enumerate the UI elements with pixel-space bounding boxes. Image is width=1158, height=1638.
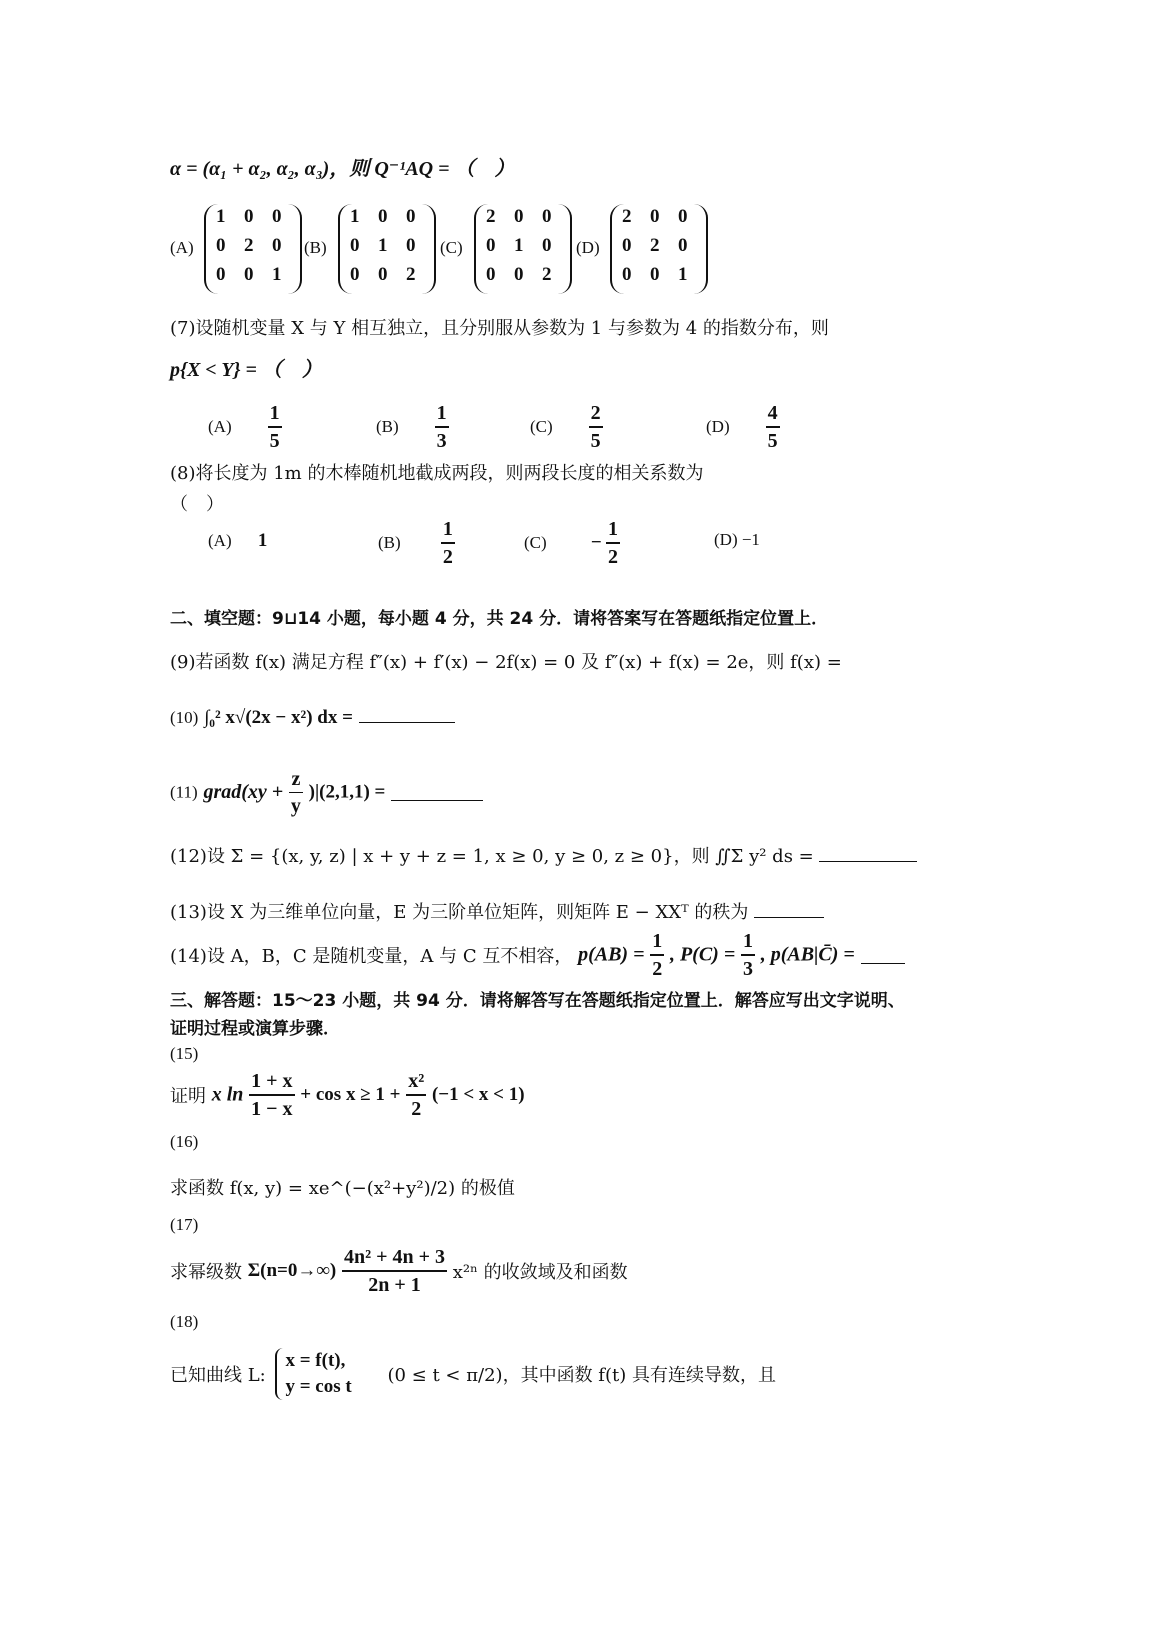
q15-expr-c: (−1 < x < 1): [431, 1084, 525, 1105]
matrix-cell: 2: [244, 235, 254, 256]
q7-option-label: (D): [706, 417, 730, 436]
matrix: [474, 204, 572, 294]
q6-tail: [170, 152, 515, 181]
matrix-cell: 0: [622, 235, 632, 256]
matrix-cell: 0: [216, 235, 226, 256]
q18-system: [275, 1348, 351, 1400]
q13: [170, 898, 824, 924]
q7-text-2: p{X < Y} = （ ）: [170, 359, 322, 381]
q8-option-b-frac: [441, 516, 455, 570]
q16: [170, 1174, 515, 1200]
section-3-text-2: 证明过程或演算步骤．: [170, 1019, 340, 1039]
q6-option-label: (D): [576, 238, 600, 257]
q14-text-d: , p(AB|C̄) =: [760, 943, 855, 966]
q14: [170, 928, 905, 982]
q17: [170, 1244, 628, 1298]
q7-option-label: (B): [376, 417, 399, 436]
q17-number: [170, 1215, 198, 1235]
q15-f-num: 1 + x: [249, 1068, 294, 1096]
q17-sum: Σ(n=0→∞): [247, 1260, 337, 1281]
q11-frac: [289, 766, 303, 819]
q18-sys-2: y = cos t: [285, 1376, 352, 1397]
q17-num: (17): [170, 1215, 199, 1234]
q7-option-frac: [766, 400, 780, 454]
q14-f2-num: 1: [741, 928, 755, 956]
q13-text: (13)设 X 为三维单位向量，E 为三阶单位矩阵，则矩阵 E − XXᵀ 的秩为: [170, 902, 749, 923]
q16-number: [170, 1132, 198, 1152]
q15-text-a: 证明: [170, 1086, 206, 1107]
q7-option-b: [376, 400, 449, 454]
q8-b-num: 1: [441, 516, 455, 544]
q8-option-c-label: (C): [524, 533, 547, 552]
q7-option-den: 3: [436, 430, 447, 452]
q8-option-c: [524, 516, 620, 570]
q10-label: (10): [170, 708, 199, 727]
q11-den: y: [290, 795, 301, 817]
q14-text-c: , P(C) =: [669, 943, 736, 966]
q7-option-a: [208, 400, 282, 454]
q9-text: (9)若函数 f(x) 满足方程 f″(x) + f′(x) − 2f(x) = 0 及 f″(x) + f(x) = 2e，则 f(x) =: [170, 652, 842, 673]
q12-text: (12)设 Σ = {(x, y, z) | x + y + z = 1, x ≥ 0, y ≥ 0, z ≥ 0}，则 ∬Σ y² ds =: [170, 846, 814, 867]
q10-expr: ∫₀² x√(2x − x²) dx =: [204, 707, 353, 728]
q18-text-a: 已知曲线 L:: [170, 1365, 266, 1386]
q15-g-num: x²: [406, 1068, 426, 1096]
q7-option-num: 2: [589, 400, 603, 428]
q7-stem: [170, 314, 829, 340]
q15-g-den: 2: [411, 1098, 422, 1120]
q11-answer-blank[interactable]: [391, 784, 483, 801]
matrix-cell: 0: [406, 235, 416, 256]
q15-frac-2: [406, 1068, 426, 1122]
q8-stem: [170, 459, 703, 485]
q7-option-c: [530, 400, 603, 454]
q7-option-num: 4: [766, 400, 780, 428]
matrix-cell: 1: [678, 264, 688, 285]
matrix-cell: 0: [650, 206, 660, 227]
q7-stem-2: [170, 353, 322, 382]
q17-text-b: x²ⁿ 的收敛域及和函数: [452, 1262, 628, 1283]
matrix-cell: 2: [542, 264, 552, 285]
matrix-cell: 0: [350, 264, 360, 285]
q6-option-label: (B): [304, 238, 327, 257]
matrix-cell: 0: [486, 235, 496, 256]
q17-f-den: 2n + 1: [368, 1274, 421, 1296]
q15-expr-b: + cos x ≥ 1 +: [300, 1084, 401, 1105]
q14-frac-2: [741, 928, 755, 982]
q17-text-a: 求幂级数: [170, 1262, 242, 1283]
q16-num: (16): [170, 1132, 199, 1151]
matrix-cell: 0: [514, 206, 524, 227]
q8-text: (8)将长度为 1m 的木棒随机地截成两段，则两段长度的相关系数为: [170, 463, 704, 484]
matrix-cell: 1: [514, 235, 524, 256]
q7-option-frac: [268, 400, 282, 454]
q17-frac: [342, 1244, 447, 1298]
q8-b-den: 2: [442, 546, 453, 568]
q15-number: [170, 1044, 198, 1064]
matrix-cell: 2: [650, 235, 660, 256]
matrix-cell: 2: [622, 206, 632, 227]
matrix-cell: 0: [514, 264, 524, 285]
matrix-cell: 0: [378, 264, 388, 285]
q14-f2-den: 3: [742, 958, 753, 980]
q6-option-label: (A): [170, 238, 194, 257]
q14-text-a: (14)设 A，B，C 是随机变量，A 与 C 互不相容，: [170, 946, 573, 967]
q14-f1-num: 1: [650, 928, 664, 956]
q14-answer-blank[interactable]: [861, 947, 905, 964]
matrix-cell: 2: [486, 206, 496, 227]
q7-option-label: (C): [530, 417, 553, 436]
q7-text: (7)设随机变量 X 与 Y 相互独立，且分别服从参数为 1 与参数为 4 的指数分布，则: [170, 318, 829, 339]
section-2-text: 二、填空题：9⊔14 小题，每小题 4 分，共 24 分．请将答案写在答题纸指定位置上．: [170, 609, 829, 629]
q11-num: z: [289, 766, 303, 793]
q11-expr-a: grad(xy +: [203, 781, 284, 803]
q8-option-a-value: 1: [257, 530, 268, 551]
q18-sys-1: x = f(t),: [285, 1350, 346, 1371]
matrix-cell: 0: [244, 264, 254, 285]
q17-f-num: 4n² + 4n + 3: [342, 1244, 447, 1272]
matrix-cell: 0: [542, 206, 552, 227]
matrix-cell: 2: [406, 264, 416, 285]
matrix: [204, 204, 302, 294]
q15-num: (15): [170, 1044, 199, 1063]
matrix-cell: 0: [216, 264, 226, 285]
q16-text: 求函数 f(x, y) = xe^(−(x²+y²)/2) 的极值: [170, 1178, 515, 1199]
q8-c-num: 1: [606, 516, 620, 544]
q8-option-d: [714, 530, 760, 550]
q7-option-den: 5: [767, 430, 778, 452]
matrix-cell: 1: [378, 235, 388, 256]
q15: [170, 1068, 525, 1122]
matrix-cell: 1: [216, 206, 226, 227]
matrix-cell: 0: [350, 235, 360, 256]
q7-option-d: [706, 400, 780, 454]
matrix-cell: 0: [486, 264, 496, 285]
q14-f1-den: 2: [652, 958, 663, 980]
q8-option-b: [378, 516, 455, 570]
section-3-heading-2: [170, 1014, 340, 1039]
q7-option-num: 1: [268, 400, 282, 428]
q8-c-den: 2: [608, 546, 618, 568]
q12: [170, 842, 917, 868]
q8-option-d-text: (D) −1: [714, 530, 760, 549]
matrix-cell: 0: [542, 235, 552, 256]
matrix-cell: 0: [272, 235, 282, 256]
q11-expr-b: )|(2,1,1) =: [308, 781, 386, 803]
matrix-cell: 0: [406, 206, 416, 227]
matrix-cell: 0: [244, 206, 254, 227]
q8-option-c-frac: [606, 516, 620, 570]
matrix-cell: 0: [678, 235, 688, 256]
q10-answer-blank[interactable]: [359, 706, 455, 723]
q8-option-b-label: (B): [378, 533, 401, 552]
q8-paren-text: （ ）: [170, 494, 224, 515]
q12-answer-blank[interactable]: [819, 845, 917, 862]
q6-option-label: (C): [440, 238, 463, 257]
q15-frac-1: [249, 1068, 294, 1122]
q8-c-sign: −: [590, 532, 602, 553]
q13-answer-blank[interactable]: [754, 901, 824, 918]
matrix-cell: 0: [378, 206, 388, 227]
matrix-cell: 0: [650, 264, 660, 285]
q7-option-num: 1: [435, 400, 449, 428]
matrix-cell: 1: [272, 264, 282, 285]
matrix-cell: 0: [622, 264, 632, 285]
q18-number: [170, 1312, 198, 1332]
q10: [170, 706, 455, 729]
q15-f-den: 1 − x: [251, 1098, 293, 1120]
q18-num: (18): [170, 1312, 199, 1331]
matrix: [610, 204, 708, 294]
q18: [170, 1348, 776, 1400]
q6-formula: α = (α₁ + α₂, α₂, α₃)，则 Q⁻¹AQ = （ ）: [170, 158, 515, 180]
matrix-cell: 1: [350, 206, 360, 227]
matrix-cell: 0: [272, 206, 282, 227]
matrix-cell: 0: [678, 206, 688, 227]
q11: [170, 766, 483, 819]
q7-option-den: 5: [269, 430, 280, 452]
q9: [170, 648, 842, 674]
q14-frac-1: [650, 928, 664, 982]
q18-range: (0 ≤ t < π/2)，其中函数 f(t) 具有连续导数，且: [387, 1365, 776, 1386]
q7-option-den: 5: [590, 430, 601, 452]
q11-label: (11): [170, 782, 198, 802]
section-3-heading-1: [170, 986, 905, 1011]
matrix: [338, 204, 436, 294]
q15-expr-a: x ln: [211, 1083, 244, 1106]
q8-paren: [170, 490, 224, 516]
q7-option-frac: [435, 400, 449, 454]
q8-option-a: [208, 530, 267, 552]
q7-option-frac: [589, 400, 603, 454]
section-2-heading: [170, 604, 828, 629]
section-3-text-1: 三、解答题：15～23 小题，共 94 分．请将解答写在答题纸指定位置上．解答应写出文字说明、: [170, 991, 905, 1011]
q7-option-label: (A): [208, 417, 232, 436]
q8-option-a-label: (A): [208, 531, 232, 550]
q14-text-b: p(AB) =: [578, 943, 645, 966]
